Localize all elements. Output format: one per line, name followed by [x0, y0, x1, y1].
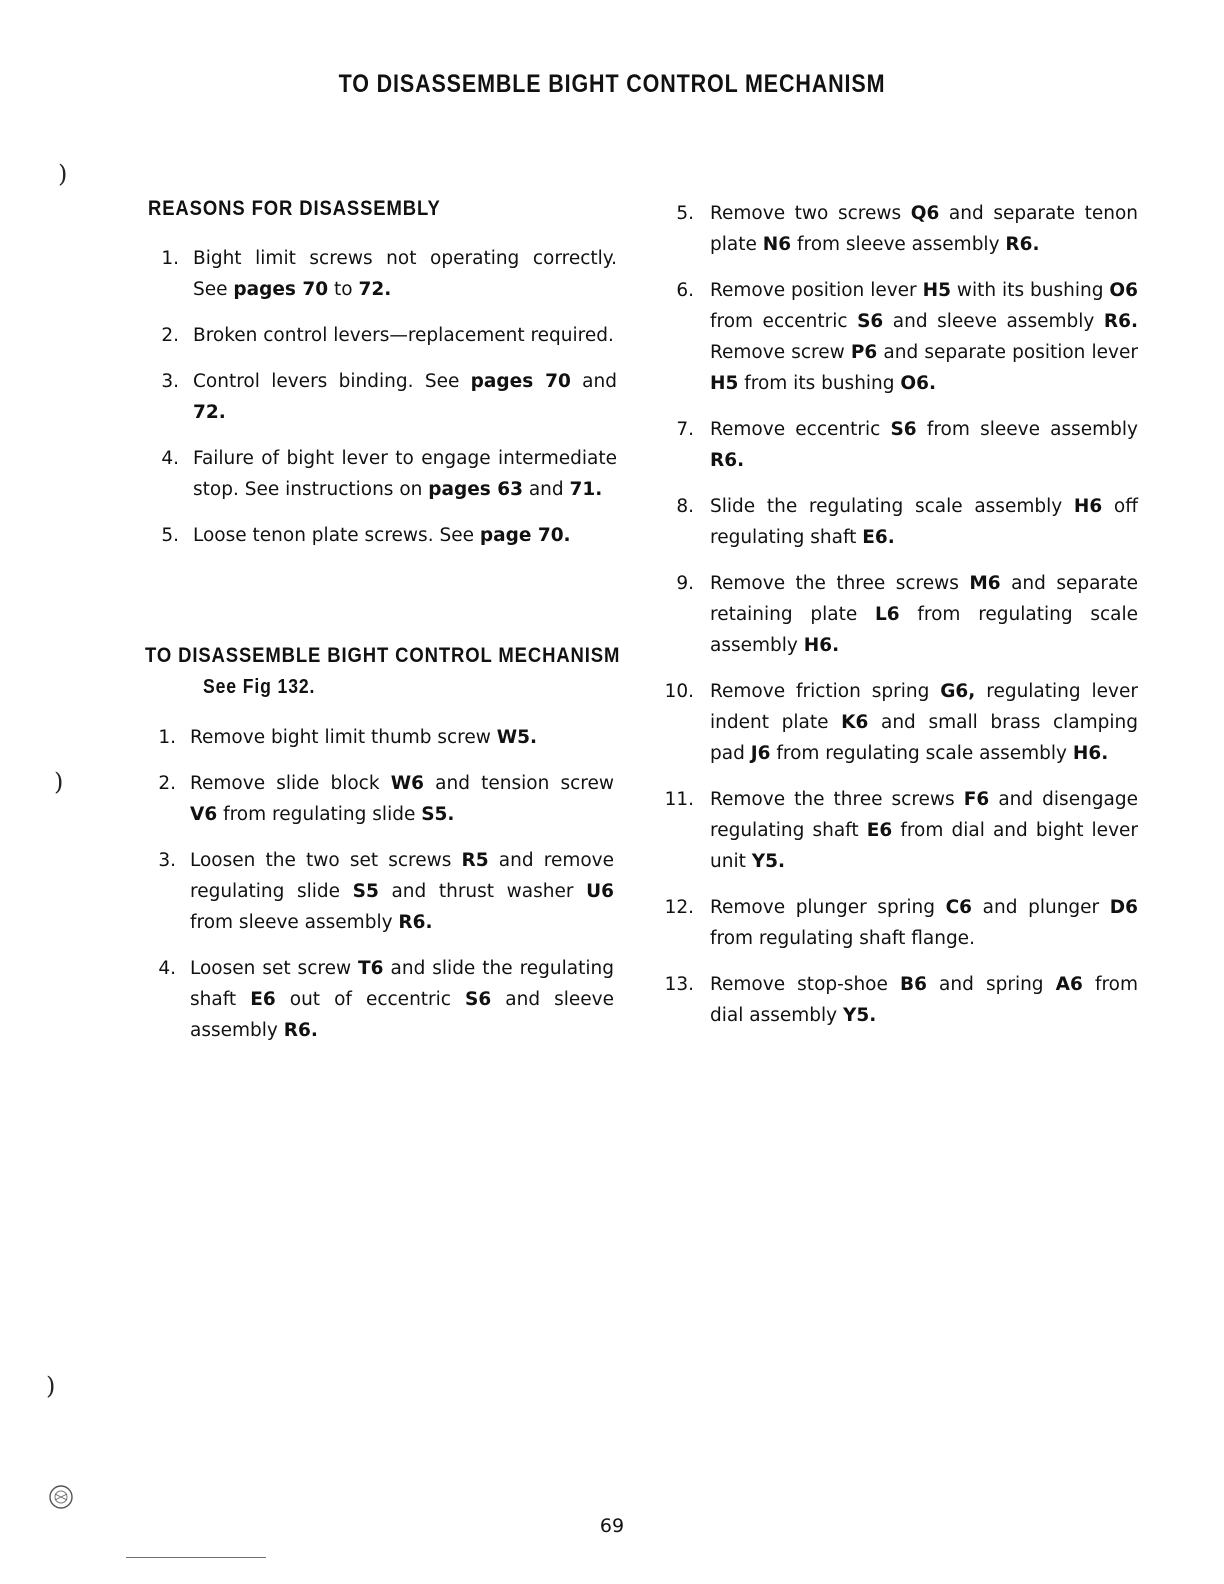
item-text: from regulating shaft flange.	[710, 928, 975, 949]
item-text: and separate tenon plate	[710, 203, 1138, 255]
part-reference: R6.	[1005, 234, 1040, 255]
list-item	[152, 953, 614, 1046]
part-reference: page 70.	[479, 525, 571, 546]
list-item	[155, 320, 617, 351]
item-text: Remove the three screws	[710, 573, 970, 594]
part-reference: O6.	[900, 373, 937, 394]
binding-mark: )	[54, 768, 64, 796]
item-text: and	[522, 479, 570, 500]
list-item	[664, 676, 1138, 769]
part-reference: P6	[850, 342, 878, 363]
item-number: 13.	[664, 974, 694, 995]
part-reference: R6.	[283, 1020, 318, 1041]
list-item	[152, 845, 614, 938]
item-text: and disengage regulating shaft	[710, 789, 1139, 841]
item-number: 3.	[161, 371, 179, 392]
item-number: 6.	[676, 280, 694, 301]
part-reference: Q6	[910, 203, 940, 224]
part-reference: S5	[352, 881, 379, 902]
part-reference: pages 70	[233, 279, 329, 300]
procedure-list-right	[664, 198, 1138, 1046]
list-item	[155, 443, 617, 505]
item-text: from its bushing	[738, 373, 901, 394]
part-reference: F6	[963, 789, 990, 810]
item-text: from sleeve assembly	[190, 912, 399, 933]
part-reference: R6.	[710, 450, 745, 471]
part-reference: A6	[1055, 974, 1083, 995]
part-reference: L6	[874, 604, 900, 625]
item-text: from eccentric	[710, 311, 858, 332]
item-number: 10.	[664, 681, 694, 702]
item-text: Failure of bight lever to engage intermediate stop. See instructions on	[193, 448, 617, 500]
item-text: regulating lever indent plate	[710, 681, 1138, 733]
part-reference: 71.	[569, 479, 603, 500]
item-number: 4.	[161, 448, 179, 469]
figure-reference: See Fig 132.	[203, 676, 316, 698]
list-item	[664, 275, 1138, 399]
list-item	[664, 784, 1138, 877]
part-reference: H6.	[803, 635, 840, 656]
binding-mark: )	[46, 1372, 56, 1400]
list-item	[152, 722, 614, 753]
item-text: and sleeve assembly	[883, 311, 1104, 332]
item-number: 1.	[158, 727, 176, 748]
part-reference: E6.	[862, 527, 895, 548]
item-text: and spring	[926, 974, 1056, 995]
part-reference: H6	[1073, 496, 1103, 517]
item-number: 1.	[161, 248, 179, 269]
part-reference: M6	[969, 573, 1001, 594]
list-item	[155, 366, 617, 428]
item-text: and separate retaining plate	[710, 573, 1138, 625]
part-reference: 72.	[193, 402, 226, 423]
part-reference: S6	[857, 311, 884, 332]
item-text: Slide the regulating scale assembly	[710, 496, 1074, 517]
part-reference: J6	[750, 743, 771, 764]
list-item	[664, 414, 1138, 476]
item-number: 11.	[664, 789, 694, 810]
part-reference: C6	[945, 897, 973, 918]
item-number: 8.	[676, 496, 694, 517]
part-reference: T6	[358, 958, 384, 979]
item-number: 5.	[676, 203, 694, 224]
part-reference: R5	[461, 850, 489, 871]
part-reference: S6	[465, 989, 492, 1010]
part-reference: K6	[841, 712, 869, 733]
part-reference: S6	[890, 419, 917, 440]
part-reference: B6	[899, 974, 927, 995]
part-reference: D6	[1109, 897, 1138, 918]
part-reference: H5	[922, 280, 951, 301]
item-text: Remove two screws	[710, 203, 911, 224]
item-text: and small brass clamping pad	[710, 712, 1138, 764]
item-text: Loose tenon plate screws. See	[193, 525, 480, 546]
item-text: off regulating shaft	[710, 496, 1138, 548]
item-text: Remove stop-shoe	[710, 974, 900, 995]
list-item	[664, 198, 1138, 260]
item-text: and slide the regulating shaft	[190, 958, 614, 1010]
list-item	[155, 520, 617, 551]
item-text: and plunger	[972, 897, 1110, 918]
item-text: and sleeve assembly	[190, 989, 614, 1041]
part-reference: N6	[762, 234, 792, 255]
part-reference: Y5.	[751, 851, 786, 872]
part-reference: W5.	[496, 727, 538, 748]
reasons-heading: REASONS FOR DISASSEMBLY	[148, 197, 441, 220]
part-reference: E6	[866, 820, 893, 841]
part-reference: E6	[250, 989, 276, 1010]
item-text: from sleeve assembly	[916, 419, 1138, 440]
item-text: from sleeve assembly	[791, 234, 1006, 255]
item-text: Loosen the two set screws	[190, 850, 462, 871]
part-reference: G6,	[940, 681, 976, 702]
item-text: Remove plunger spring	[710, 897, 946, 918]
part-reference: pages 63	[428, 479, 523, 500]
item-text: from dial and bight lever unit	[710, 820, 1139, 872]
part-reference: R6.	[1103, 311, 1138, 332]
part-reference: U6	[586, 881, 614, 902]
list-item	[152, 768, 614, 830]
divider	[126, 1557, 266, 1558]
item-text: Remove eccentric	[710, 419, 891, 440]
list-item	[664, 892, 1138, 954]
item-text: Loosen set screw	[190, 958, 359, 979]
item-number: 12.	[664, 897, 694, 918]
item-text: from regulating scale assembly	[770, 743, 1073, 764]
item-text: Broken control levers—replacement required.	[193, 325, 614, 346]
item-text: out of eccentric	[275, 989, 466, 1010]
item-text: with its bushing	[950, 280, 1110, 301]
item-text: and thrust washer	[378, 881, 587, 902]
item-text: Remove friction spring	[710, 681, 941, 702]
item-number: 9.	[676, 573, 694, 594]
part-reference: S5.	[421, 804, 455, 825]
item-text: Remove position lever	[710, 280, 923, 301]
item-number: 4.	[158, 958, 176, 979]
part-reference: 72.	[358, 279, 392, 300]
page-title: TO DISASSEMBLE BIGHT CONTROL MECHANISM	[338, 70, 886, 98]
procedure-list-left	[152, 722, 614, 1061]
item-number: 2.	[161, 325, 179, 346]
item-text: Remove screw	[710, 342, 851, 363]
page-number: 69	[599, 1515, 625, 1537]
publisher-logo-icon	[48, 1484, 74, 1510]
part-reference: H5	[710, 373, 739, 394]
item-text: to	[328, 279, 359, 300]
list-item	[155, 243, 617, 305]
item-number: 7.	[676, 419, 694, 440]
item-text: from dial assembly	[710, 974, 1139, 1026]
part-reference: Y5.	[842, 1005, 877, 1026]
procedure-heading: TO DISASSEMBLE BIGHT CONTROL MECHANISM	[145, 644, 621, 667]
item-text: Bight limit screws not operating correctly. See	[193, 248, 617, 300]
item-text: and remove regulating slide	[190, 850, 614, 902]
list-item	[664, 491, 1138, 553]
part-reference: V6	[190, 804, 218, 825]
item-text: from regulating slide	[217, 804, 422, 825]
item-text: Remove bight limit thumb screw	[190, 727, 497, 748]
item-text: and	[570, 371, 617, 392]
item-text: Remove the three screws	[710, 789, 964, 810]
reasons-list	[155, 243, 617, 566]
item-number: 3.	[158, 850, 176, 871]
part-reference: W6	[390, 773, 424, 794]
item-text: Control levers binding. See	[193, 371, 471, 392]
list-item	[664, 969, 1138, 1031]
part-reference: H6.	[1072, 743, 1109, 764]
item-text: and tension screw	[423, 773, 614, 794]
item-text: from regulating scale assembly	[710, 604, 1138, 656]
list-item	[664, 568, 1138, 661]
binding-mark: )	[58, 160, 68, 188]
part-reference: O6	[1109, 280, 1138, 301]
item-text: and separate position lever	[877, 342, 1138, 363]
item-number: 2.	[158, 773, 176, 794]
part-reference: pages 70	[470, 371, 571, 392]
item-number: 5.	[161, 525, 179, 546]
part-reference: R6.	[398, 912, 433, 933]
item-text: Remove slide block	[190, 773, 391, 794]
